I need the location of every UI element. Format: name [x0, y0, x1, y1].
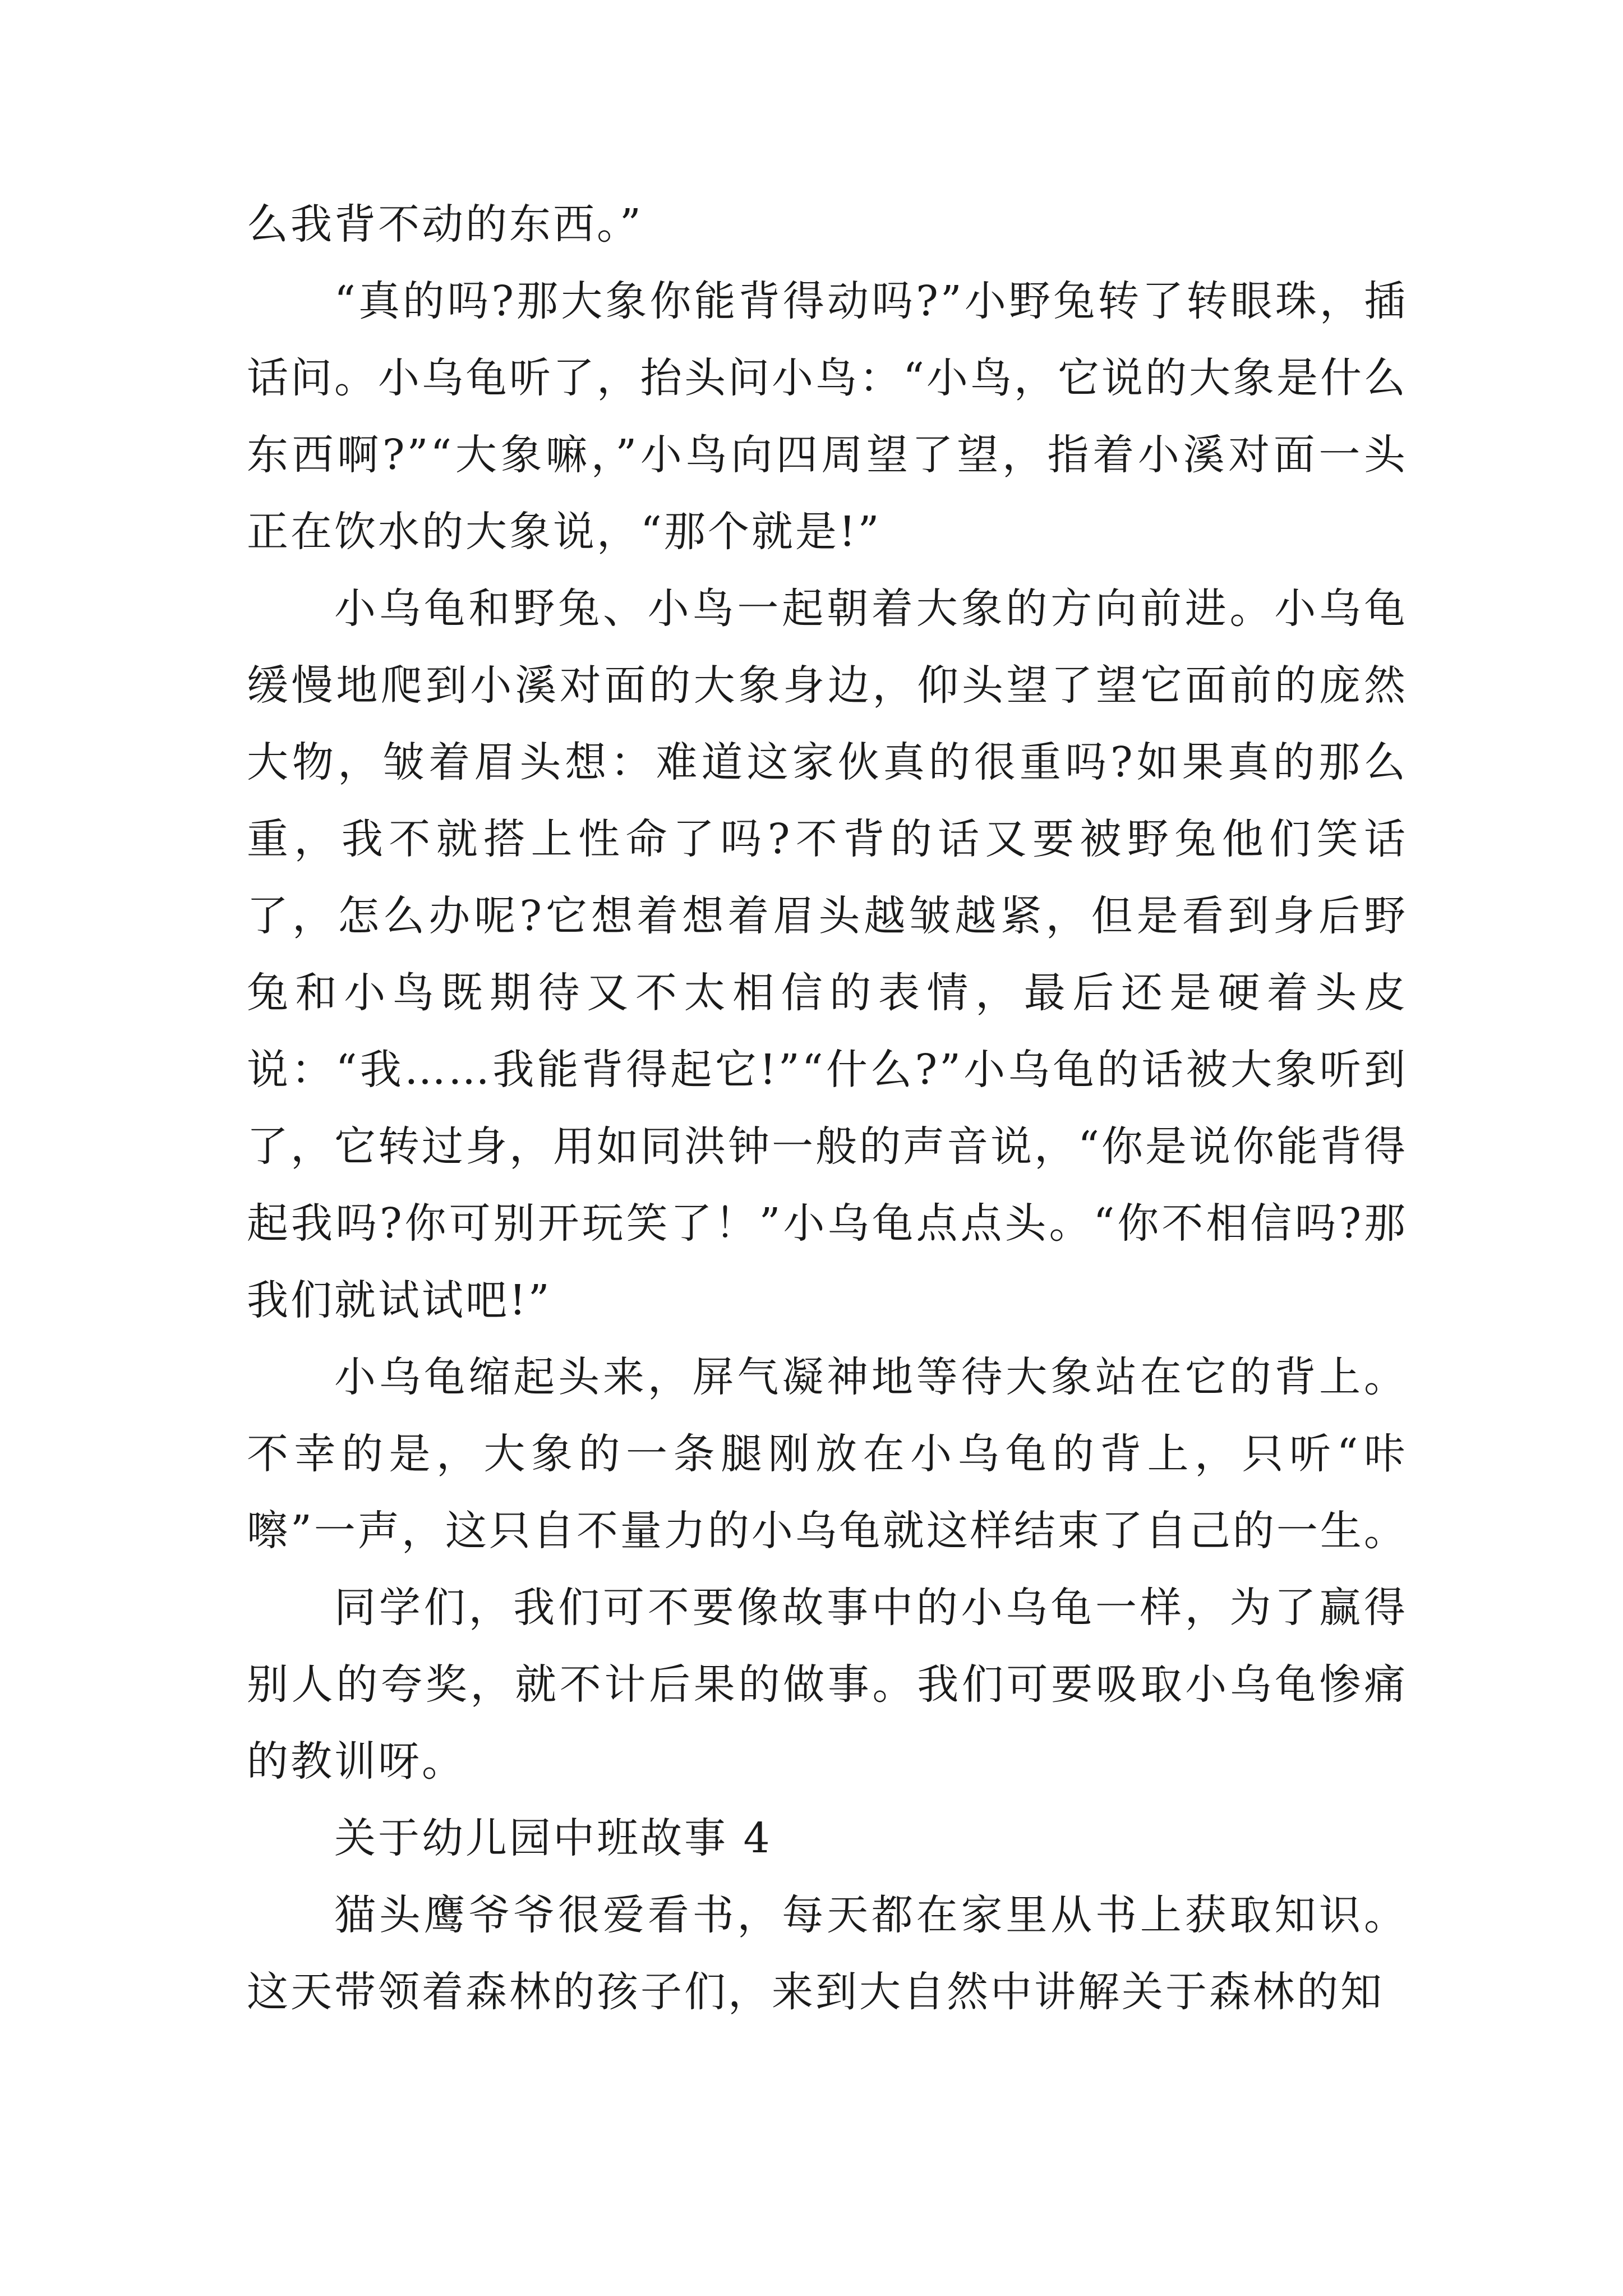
paragraph-dialogue: “真的吗?那大象你能背得动吗?”小野兔转了转眼珠，插话问。小乌龟听了，抬头问小鸟：“小鸟，它说的大象是什么东西啊?”“大象嘛，”小鸟向四周望了望，指着小溪对面一头正在饮水的大象说，“那个就是!” [247, 277, 1408, 556]
paragraph-moral: 同学们，我们可不要像故事中的小乌龟一样，为了赢得别人的夸奖，就不计后果的做事。我们可要吸取小乌龟惨痛的教训呀。 [247, 1584, 1408, 1786]
section-heading: 关于幼儿园中班故事 4 [334, 1814, 772, 1862]
paragraph-continuation: 么我背不动的东西。” [247, 200, 643, 249]
paragraph-ending: 小乌龟缩起头来，屏气凝神地等待大象站在它的背上。不幸的是，大象的一条腿刚放在小乌龟的背上，只听“咔嚓”一声，这只自不量力的小乌龟就这样结束了自己的一生。 [247, 1353, 1408, 1555]
document-body [247, 186, 1408, 2031]
paragraph-elephant: 小乌龟和野兔、小鸟一起朝着大象的方向前进。小乌龟缓慢地爬到小溪对面的大象身边，仰头望了望它面前的庞然大物，皱着眉头想：难道这家伙真的很重吗?如果真的那么重，我不就搭上性命了吗?不背的话又要被野兔他们笑话了，怎么办呢?它想着想着眉头越皱越紧，但是看到身后野兔和小鸟既期待又不太相信的表情，最后还是硬着头皮说：“我……我能背得起它!”“什么?”小乌龟的话被大象听到了，它转过身，用如同洪钟一般的声音说，“你是说你能背得起我吗?你可别开玩笑了！”小乌龟点点头。“你不相信吗?那我们就试试吧!” [247, 585, 1408, 1324]
paragraph-owl: 猫头鹰爷爷很爱看书，每天都在家里从书上获取知识。这天带领着森林的孩子们，来到大自然中讲解关于森林的知 [247, 1891, 1408, 2016]
